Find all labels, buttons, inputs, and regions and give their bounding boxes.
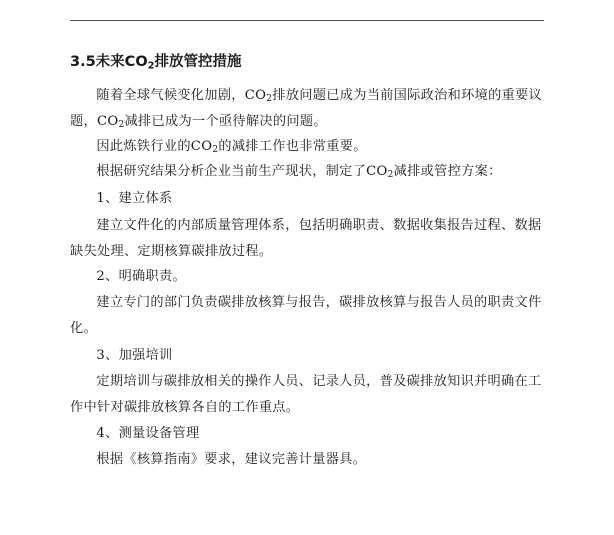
item-heading-1: 1、建立体系	[96, 191, 173, 206]
item-body-2: 建立专门的部门负责碳排放核算与报告，碳排放核算与报告人员的职责文件化。	[70, 295, 542, 336]
item-heading-3: 3、加强培训	[96, 348, 173, 363]
header-rule	[70, 20, 544, 21]
paragraph-ironmaking-importance: 因此炼铁行业的$CO_2$的减排工作也非常重要。	[96, 139, 367, 156]
item-body-4: 根据《核算指南》要求，建议完善计量器具。	[96, 452, 367, 467]
item-heading-4: 4、测量设备管理	[96, 426, 200, 441]
paragraph-plan-intro: 根据研究结果分析企业当前生产现状，制定了$CO_2$减排或管控方案：	[96, 164, 502, 181]
item-heading-2: 2、明确职责。	[96, 269, 187, 284]
item-body-3: 定期培训与碳排放相关的操作人员、记录人员，普及碳排放知识并明确在工作中针对碳排放核算各自的工作重点。	[70, 374, 542, 415]
section-heading: 3.5未来$CO_2$排放管控措施	[70, 54, 242, 72]
item-body-1: 建立文件化的内部质量管理体系，包括明确职责、数据收集报告过程、数据缺失处理、定期核算碳排放过程。	[70, 218, 542, 259]
paragraph-climate-context: 随着全球气候变化加剧，$CO_2$排放问题已成为当前国际政治和环境的重要议题，$CO_2$减排已成为一个亟待解决的问题。	[70, 88, 543, 130]
